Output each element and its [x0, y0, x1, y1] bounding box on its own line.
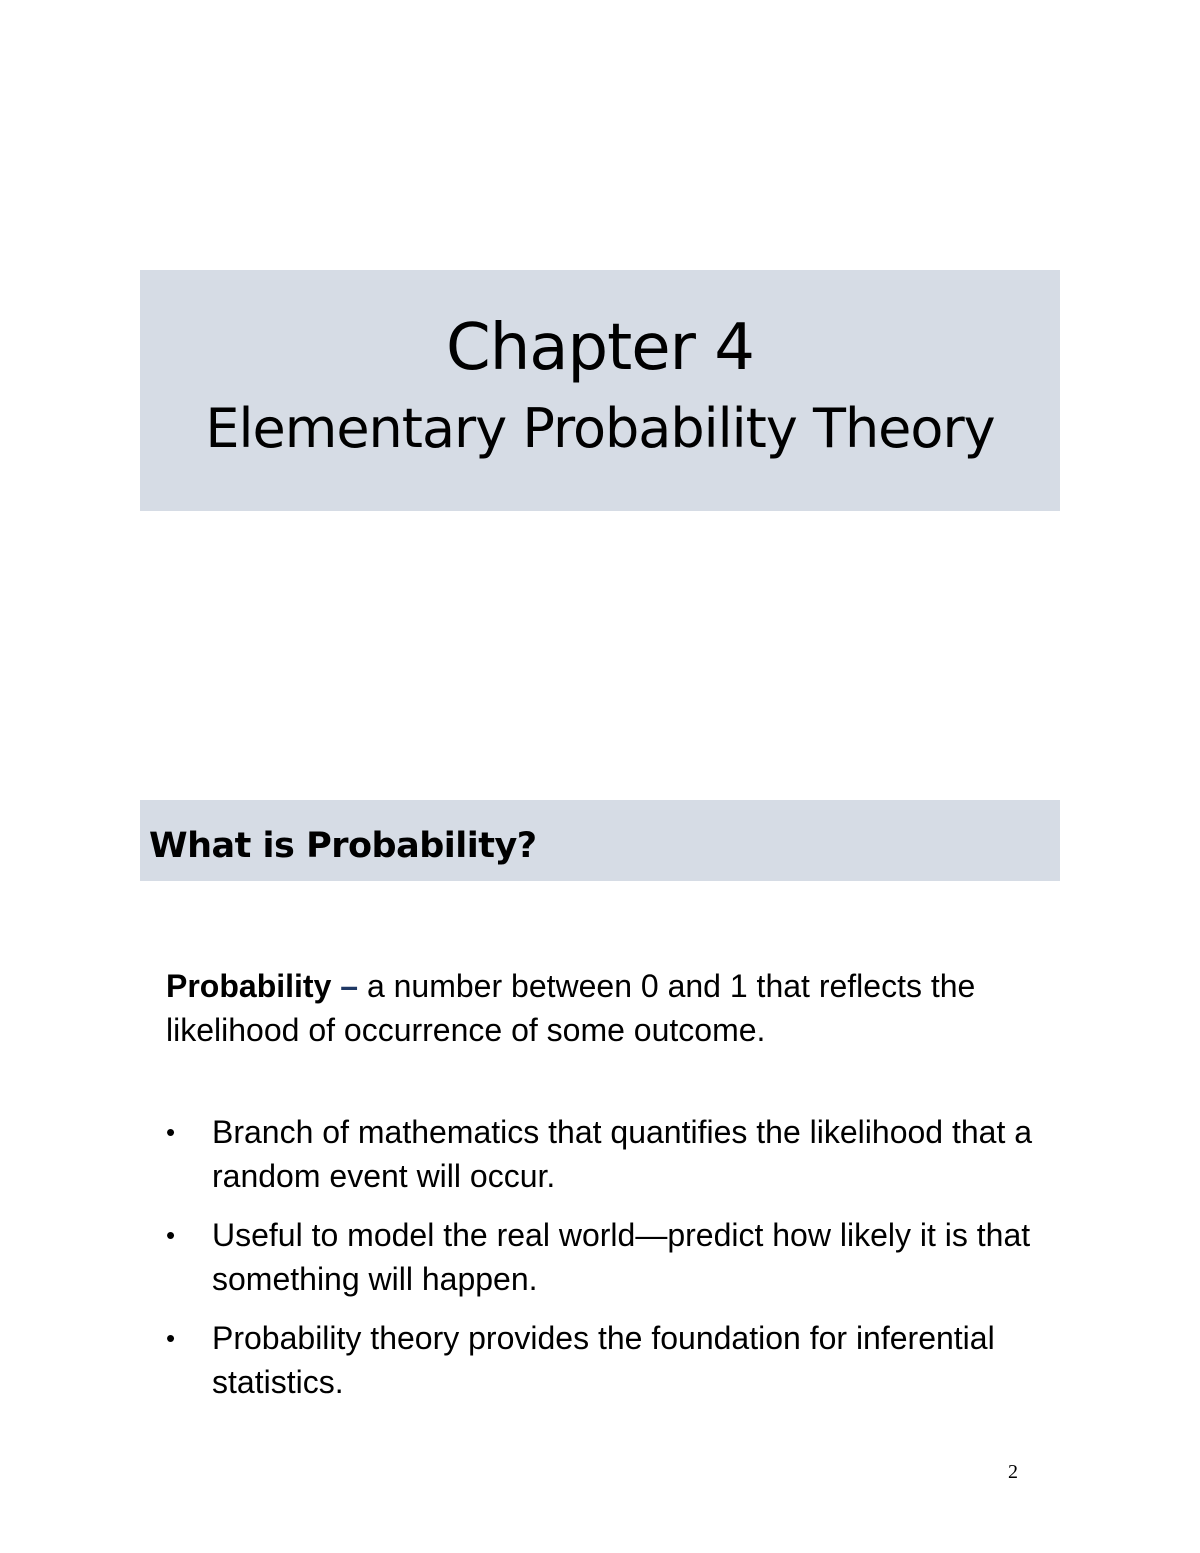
page-number: 2: [1008, 1461, 1018, 1483]
list-item-text: Probability theory provides the foundation for inferential statistics.: [212, 1320, 995, 1400]
bullet-list: [166, 1110, 1046, 1419]
list-item: [166, 1110, 1046, 1198]
slide-heading: What is Probability?: [149, 826, 537, 866]
list-item: [166, 1213, 1046, 1301]
title-slide-banner: [140, 270, 1060, 511]
probability-definition: [166, 964, 1036, 1052]
list-item: [166, 1316, 1046, 1404]
bullet-icon: •: [166, 1220, 176, 1250]
bullet-icon: •: [166, 1117, 176, 1147]
list-item-text: Useful to model the real world—predict how likely it is that something will happen.: [212, 1217, 1031, 1297]
bullet-icon: •: [166, 1323, 176, 1353]
chapter-subtitle: Elementary Probability Theory: [205, 397, 995, 460]
definition-dash: –: [340, 968, 359, 1004]
chapter-title: Chapter 4: [446, 311, 754, 385]
definition-text: a number between 0 and 1 that reflects the likelihood of occurrence of some outcome.: [166, 968, 976, 1048]
slide-heading-banner: [140, 800, 1060, 881]
definition-term: Probability: [166, 968, 332, 1004]
list-item-text: Branch of mathematics that quantifies the likelihood that a random event will occur.: [212, 1114, 1033, 1194]
